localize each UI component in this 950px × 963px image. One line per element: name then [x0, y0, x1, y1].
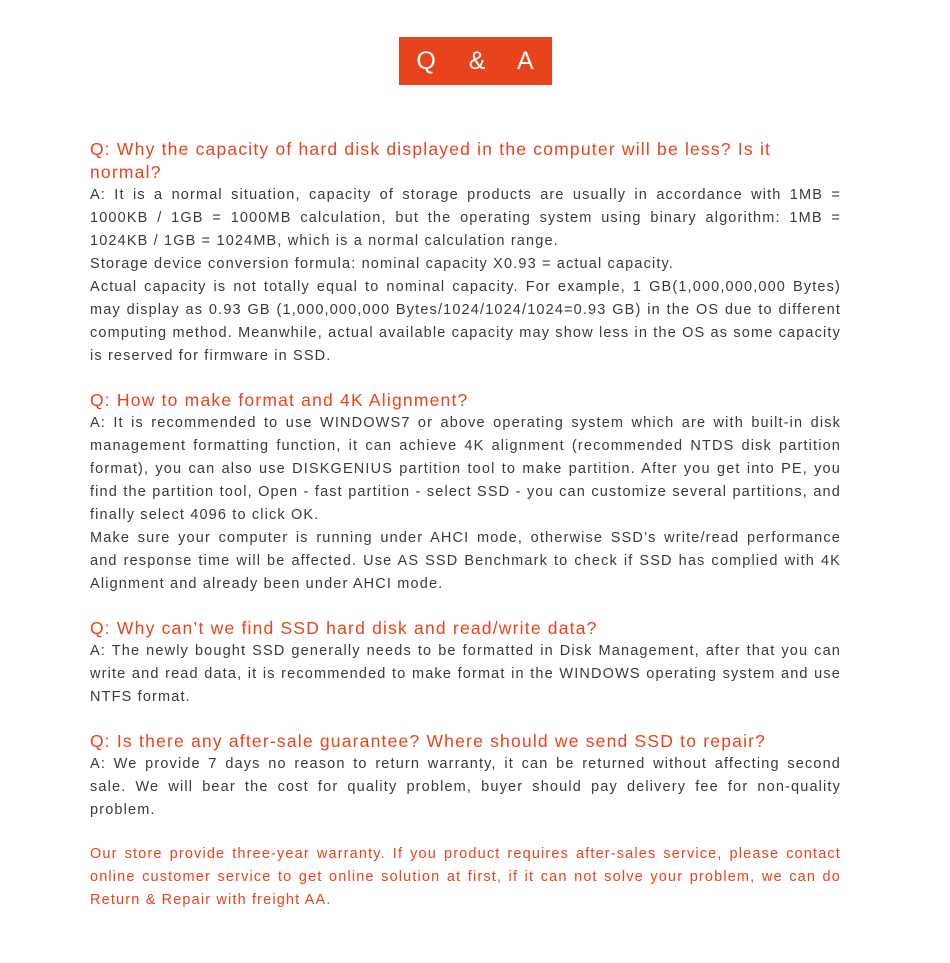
faq-item-capacity	[90, 138, 841, 368]
faq-content	[90, 138, 841, 912]
faq-question: Q: Why the capacity of hard disk displayed in the computer will be less? Is it normal?	[90, 139, 772, 182]
faq-answer-paragraph: A: We provide 7 days no reason to return warranty, it can be returned without affecting second sale. We will bear the cost for quality problem, buyer should pay delivery fee for non-quality problem.	[90, 756, 841, 818]
faq-answer-paragraph: A: The newly bought SSD generally needs to be formatted in Disk Management, after that you can write and read data, it is recommended to make format in the WINDOWS operating system and use NTFS format.	[90, 643, 841, 705]
faq-answer-paragraph: Make sure your computer is running under AHCI mode, otherwise SSD’s write/read performance and response time will be affected. Use AS SSD Benchmark to check if SSD has complied with 4K Alignment and already been under AHCI mode.	[90, 530, 841, 592]
faq-item-format-4k	[90, 389, 841, 596]
warranty-note: Our store provide three-year warranty. If you product requires after-sales service, please contact online customer service to get online solution at first, if it can not solve your problem, we can do Return & Repair with freight AA.	[90, 846, 841, 908]
faq-item-find-ssd	[90, 617, 841, 709]
faq-question: Q: Is there any after-sale guarantee? Where should we send SSD to repair?	[90, 731, 767, 751]
faq-answer-paragraph: A: It is recommended to use WINDOWS7 or above operating system which are with built-in disk management formatting function, it can achieve 4K alignment (recommended NTDS disk partition format), you can also use DISKGENIUS partition tool to make partition. After you get into PE, you find the partition tool, Open - fast partition - select SSD - you can customize several partitions, and finally select 4096 to click OK.	[90, 415, 841, 523]
qa-title-badge: Q & A	[399, 37, 552, 85]
faq-answer-paragraph: Storage device conversion formula: nominal capacity X0.93 = actual capacity.	[90, 256, 675, 272]
header	[0, 37, 950, 85]
faq-question: Q: How to make format and 4K Alignment?	[90, 390, 469, 410]
faq-answer-paragraph: A: It is a normal situation, capacity of storage products are usually in accordance with 1MB = 1000KB / 1GB = 1000MB calculation, but the operating system using binary algorithm: 1MB = 1024KB / 1GB = 1024MB, which is a normal calculation range.	[90, 187, 841, 249]
faq-item-after-sale	[90, 730, 841, 822]
faq-question: Q: Why can’t we find SSD hard disk and read/write data?	[90, 618, 598, 638]
faq-answer-paragraph: Actual capacity is not totally equal to nominal capacity. For example, 1 GB(1,000,000,000 Bytes) may display as 0.93 GB (1,000,000,000 Bytes/1024/1024/1024=0.93 GB) in the OS due to different computing method. Meanwhile, actual available capacity may show less in the OS as some capacity is reserved for firmware in SSD.	[90, 279, 841, 364]
